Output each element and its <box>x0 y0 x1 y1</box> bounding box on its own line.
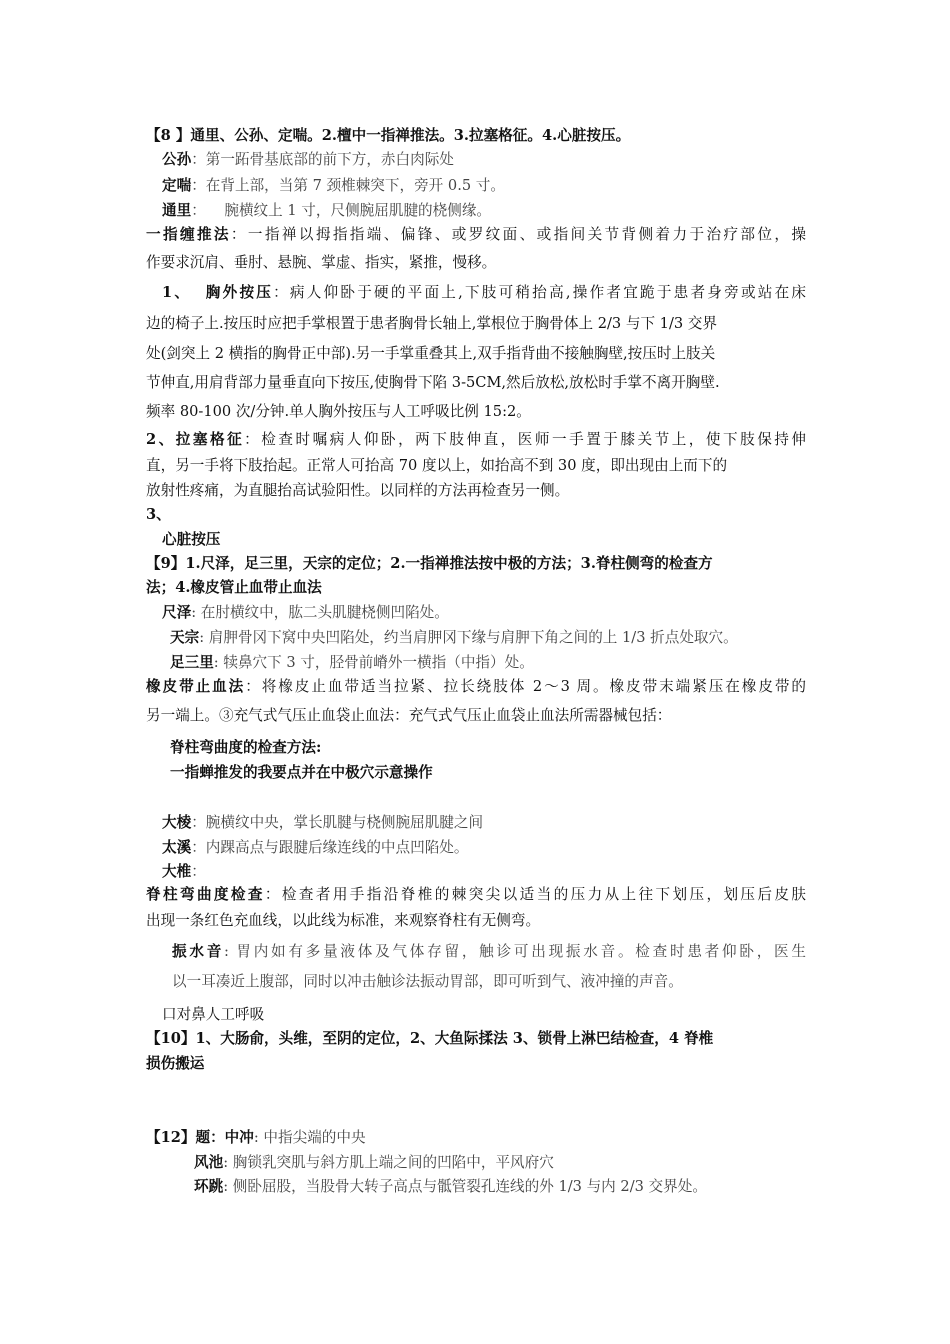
acupoint-description: : 侧卧屈股，当股骨大转子高点与骶管裂孔连线的外 1/3 与内 2/3 交界处。 <box>223 1178 707 1195</box>
acupoint-label: 大棱 <box>162 814 192 831</box>
acupoint-huantiao <box>194 1177 707 1197</box>
acupoint-description: : 肩胛骨冈下窝中央凹陷处，约当肩胛冈下缘与肩胛下角之间的上 1/3 折点处取穴。 <box>199 629 738 646</box>
yizhi-method-line-1 <box>146 225 806 245</box>
section-9-title-line-1: 【9】1.尺泽，足三里，天宗的定位；2.一指禅推法按中极的方法；3.脊柱侧弯的检查方 <box>146 555 713 572</box>
acupoint-description: ：腕横纹中央，掌长肌腱与桡侧腕屈肌腱之间 <box>191 814 484 831</box>
acupoint-description: : 胸锁乳突肌与斜方肌上端之间的凹陷中，平风府穴 <box>223 1154 554 1171</box>
succussion-splash-line-2: 以一耳凑近上腹部，同时以冲击触诊法振动胃部，即可听到气、液冲撞的声音。 <box>172 973 683 990</box>
acupoint-fengchi <box>194 1153 554 1173</box>
acupoint-description: ：第一跖骨基底部的前下方，赤白肉际处 <box>191 151 454 168</box>
lasegue-line-2: 直，另一手将下肢抬起。正常人可抬高 70 度以上，如抬高不到 30 度，即出现由上而下的 <box>146 457 728 474</box>
yizhi-method-line-2: 作要求沉肩、垂肘、悬腕、掌虚、指实，紧推，慢移。 <box>146 254 497 271</box>
term-label: 振水音 <box>172 943 225 960</box>
succussion-splash-line-1 <box>172 942 806 962</box>
chest-compression-line-5: 频率 80-100 次/分钟.单人胸外按压与人工呼吸比例 15:2。 <box>146 403 531 420</box>
spine-curvature-line-2: 出现一条红色充血线，以此线为标准，来观察脊柱有无侧弯。 <box>146 912 541 929</box>
acupoint-gongsun <box>162 150 454 170</box>
term-label: 1、 胸外按压 <box>162 284 274 301</box>
section-12-title <box>146 1128 366 1148</box>
acupoint-label: 尺泽 <box>162 604 192 621</box>
acupoint-label: 环跳 <box>194 1178 224 1195</box>
acupoint-label: 大椎 <box>162 863 192 880</box>
acupoint-description: ：在背上部，当第 7 颈椎棘突下，旁开 0.5 寸。 <box>191 177 505 194</box>
acupoint-dingchuan <box>162 176 505 196</box>
term-text: ：检查时嘱病人仰卧，两下肢伸直，医师一手置于膝关节上，使下肢保持伸 <box>244 431 806 448</box>
lasegue-line-3: 放射性疼痛，为直腿抬高试验阳性。以同样的方法再检查另一侧。 <box>146 482 570 499</box>
spine-curvature-line-1 <box>146 885 806 905</box>
section-9-title-line-2: 法；4.橡皮管止血带止血法 <box>146 579 322 596</box>
mouth-to-nose-heading: 口对鼻人工呼吸 <box>162 1006 265 1023</box>
term-label: 2、拉塞格征 <box>146 431 245 448</box>
acupoint-dazhui <box>162 862 206 882</box>
acupoint-label: 太溪 <box>162 839 192 856</box>
chest-compression-line-2: 边的椅子上.按压时应把手掌根置于患者胸骨长轴上,掌根位于胸骨体上 2/3 与下 1/3 交界 <box>146 315 717 332</box>
acupoint-label: 天宗 <box>170 629 200 646</box>
acupoint-daling <box>162 813 483 833</box>
chest-compression-line-4: 节伸直,用肩背部力量垂直向下按压,使胸骨下陷 3-5CM,然后放松,放松时手掌不离开胸壁. <box>146 374 720 391</box>
item-three: 3、 <box>146 506 171 523</box>
term-text: : 胃内如有多量液体及气体存留，触诊可出现振水音。检查时患者仰卧，医生 <box>224 943 806 960</box>
acupoint-description: ： <box>191 863 206 880</box>
acupoint-taixi <box>162 838 469 858</box>
term-text: ：检查者用手指沿脊椎的棘突尖以适当的压力从上往下划压，划压后皮肤 <box>264 886 806 903</box>
term-text: ：一指禅以拇指指端、偏锋、或罗纹面、或指间关节背侧着力于治疗部位，操 <box>230 226 806 243</box>
acupoint-label: 定喘 <box>162 177 192 194</box>
acupoint-label: 风池 <box>194 1154 224 1171</box>
acupoint-label: 公孙 <box>162 151 192 168</box>
zhongji-heading: 一指蝉推发的我要点并在中极穴示意操作 <box>170 764 433 781</box>
acupoint-zusanli <box>170 653 534 673</box>
spine-check-heading: 脊柱弯曲度的检查方法: <box>170 739 322 756</box>
term-label: 脊柱弯曲度检查 <box>146 886 265 903</box>
chest-compression-line-3: 处(剑突上 2 横指的胸骨正中部).另一手掌重叠其上,双手指背曲不接触胸壁,按压时上肢关 <box>146 345 716 362</box>
term-label: 一指缠推法 <box>146 226 231 243</box>
acupoint-description: : 在肘横纹中，肱二头肌腱桡侧凹陷处。 <box>191 604 449 621</box>
chest-compression-line-1 <box>162 283 806 303</box>
acupoint-description: ： 腕横纹上 1 寸，尺侧腕屈肌腱的桡侧缘。 <box>191 202 492 219</box>
acupoint-label: 足三里 <box>170 654 214 671</box>
acupoint-tianzong <box>170 628 738 648</box>
acupoint-description: : 中指尖端的中央 <box>253 1129 366 1146</box>
lasegue-line-1 <box>146 430 806 450</box>
term-text: ：病人仰卧于硬的平面上,下肢可稍抬高,操作者宜跪于患者身旁或站在床 <box>273 284 806 301</box>
tourniquet-line-2: 另一端上。③充气式气压止血袋止血法：充气式气压止血袋止血法所需器械包括： <box>146 707 672 724</box>
acupoint-tongli <box>162 201 491 221</box>
section-10-title-line-1: 【10】1、大肠俞，头维，至阴的定位，2、大鱼际揉法 3、锁骨上淋巴结检查，4 脊椎 <box>146 1030 714 1047</box>
term-label: 橡皮带止血法 <box>146 678 246 695</box>
tourniquet-line-1 <box>146 677 806 697</box>
section-10-title-line-2: 损伤搬运 <box>146 1055 205 1072</box>
acupoint-description: ：内踝高点与跟腱后缘连线的中点凹陷处。 <box>191 839 469 856</box>
acupoint-chize <box>162 603 449 623</box>
section-8-title: 【8 】通里、公孙、定喘。2.檀中一指禅推法。3.拉塞格征。4.心脏按压。 <box>146 127 631 144</box>
section-12-label: 【12】题：中冲 <box>146 1129 254 1146</box>
term-text: ：将橡皮止血带适当拉紧、拉长绕肢体 2～3 周。橡皮带末端紧压在橡皮带的 <box>245 678 806 695</box>
heart-compression-heading: 心脏按压 <box>162 531 221 548</box>
acupoint-description: : 犊鼻穴下 3 寸，胫骨前嵴外一横指（中指）处。 <box>213 654 534 671</box>
acupoint-label: 通里 <box>162 202 192 219</box>
